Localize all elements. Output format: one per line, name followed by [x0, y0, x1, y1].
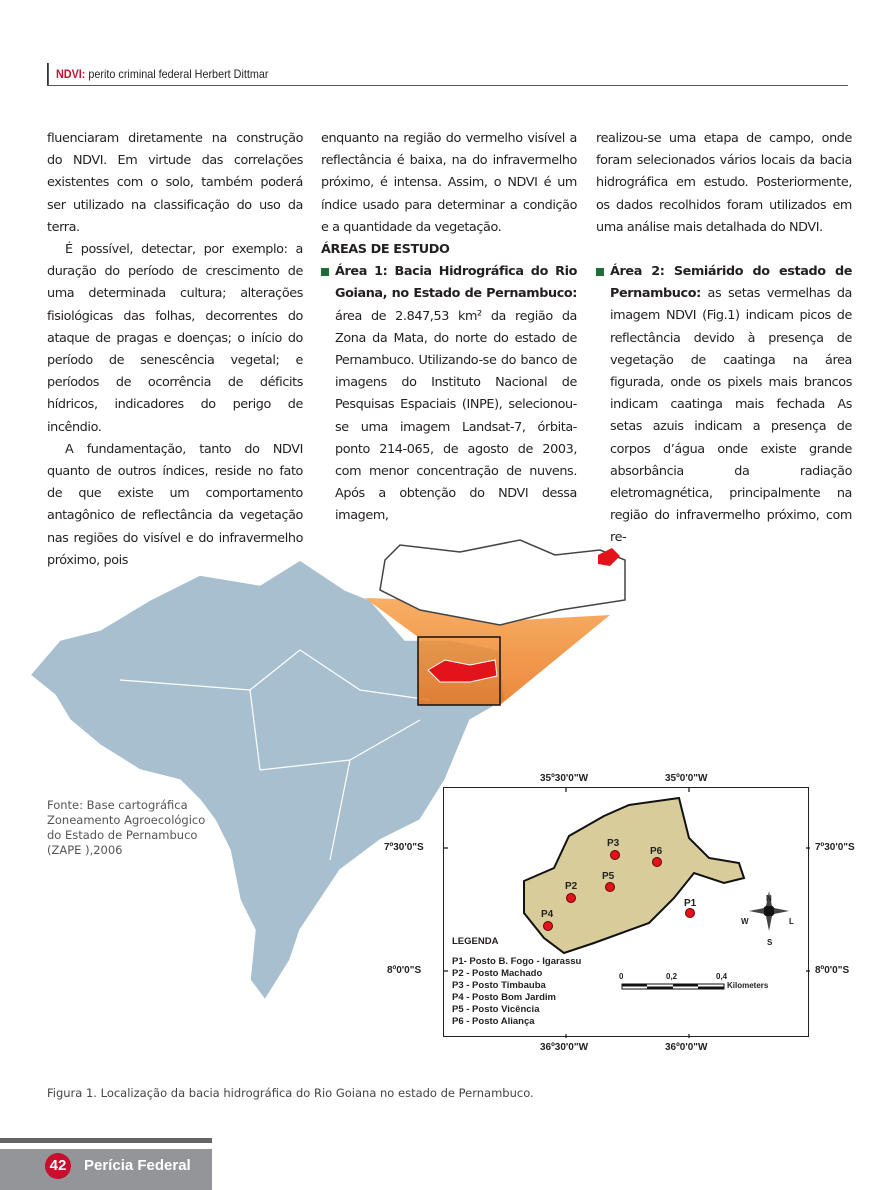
- source-line: do Estado de Pernambuco: [47, 828, 198, 842]
- area-1-item: [321, 261, 577, 527]
- paragraph: É possível, detectar, por exemplo: a duração do período de crescimento de uma determinada cultura; alterações fisiológicas das folhas, decorrentes do ataque de pragas e doenças; o início do período de senescência vegetal; e períodos de ocorrência de déficits hídricos, indicadores do perigo de incêndio.: [47, 242, 303, 435]
- compass-e: L: [789, 917, 794, 926]
- figure-caption: Figura 1. Localização da bacia hidrográfica do Rio Goiana no estado de Pernambuco.: [47, 1086, 534, 1100]
- area-2-title: Área 2: Semiárido do estado de Pernambuco:: [610, 264, 852, 302]
- running-header: [47, 63, 268, 85]
- scale-unit: Kilometers: [727, 981, 769, 990]
- legend-item: P4 - Posto Bom Jardim: [452, 992, 556, 1003]
- area-2-text: as setas vermelhas da imagem NDVI (Fig.1) indicam picos de reflectância devido à presença de vegetação de caatinga na área figurada, onde os pixels mais brancos indicam caatinga mais fechada As setas azuis indicam a presença de corpos d’água onde existe grande absorbância da radiação eletromagnética, principalmente na região do infravermelho próximo, com re-: [610, 286, 853, 546]
- tick-label: 36º0'0"W: [665, 1042, 708, 1053]
- scale-bar: [622, 984, 724, 989]
- scale-label: 0,4: [716, 972, 728, 981]
- legend-item: P6 - Posto Aliança: [452, 1016, 535, 1027]
- paragraph: realizou-se uma etapa de campo, onde foram selecionados vários locais da bacia hidrográfica em estudo. Posteriormente, os dados recolhidos foram utilizados em uma análise mais detalhada do NDVI.: [596, 131, 852, 235]
- scale-label: 0: [619, 972, 624, 981]
- source-line: (ZAPE ),2006: [47, 843, 123, 857]
- compass-w: W: [741, 917, 749, 926]
- column-3: [596, 128, 852, 550]
- column-2: [321, 128, 577, 528]
- header-section: NDVI:: [56, 67, 86, 81]
- point-label: P6: [650, 846, 663, 857]
- tick-label: 7º30'0"S: [815, 842, 855, 853]
- legend-title: LEGENDA: [452, 936, 499, 947]
- point-label: P4: [541, 909, 554, 920]
- paragraph: fluenciaram diretamente na construção do NDVI. Em virtude das correlações existentes com o solo, também poderá ser utilizado na classificação do uso da terra.: [47, 131, 303, 235]
- map-source: [47, 798, 205, 858]
- legend-item: P1- Posto B. Fogo - Igarassu: [452, 956, 582, 967]
- area-1-title: Área 1: Bacia Hidrográfica do Rio Goiana, no Estado de Pernambuco:: [335, 264, 577, 302]
- footer-rule: [0, 1138, 212, 1143]
- tick-label: 8º0'0"S: [387, 965, 422, 976]
- study-area-map: [443, 787, 809, 1037]
- area-1-text: área de 2.847,53 km² da região da Zona da Mata, do norte do estado de Pernambuco. Utilizando-se do banco de imagens do Instituto Nacional de Pesquisas Espaciais (INPE), selecionou-se uma imagem Landsat-7, órbita-ponto 214-065, de agosto de 2003, com menor concentração de nuvens. Após a obtenção do NDVI dessa imagem,: [335, 308, 577, 524]
- legend-item: P5 - Posto Vicência: [452, 1004, 540, 1015]
- page-number: 42: [45, 1153, 71, 1179]
- tick-label: 36º30'0"W: [540, 1042, 589, 1053]
- compass-s: S: [767, 938, 773, 947]
- source-line: Zoneamento Agroecológico: [47, 813, 206, 827]
- source-line: Fonte: Base cartográfica: [47, 798, 188, 812]
- legend-item: P3 - Posto Timbauba: [452, 980, 546, 991]
- legend-item: P2 - Posto Machado: [452, 968, 543, 979]
- point-label: P1: [684, 898, 697, 909]
- header-author: perito criminal federal Herbert Dittmar: [88, 67, 269, 81]
- tick-label: 7º30'0"S: [384, 842, 424, 853]
- point-label: P5: [602, 871, 615, 882]
- paragraph: A fundamentação, tanto do NDVI quanto de outros índices, reside no fato de que existe um comportamento antagônico de reflectância da vegetação nas regiões do visível e do infravermelho próximo, pois: [47, 441, 303, 568]
- point-label: P2: [565, 881, 578, 892]
- scale-label: 0,2: [666, 972, 678, 981]
- tick-label: 8º0'0"S: [815, 965, 850, 976]
- tick-label: 35º30'0"W: [540, 773, 589, 784]
- area-2-item: [596, 261, 852, 550]
- publication-name: Perícia Federal: [84, 1157, 191, 1174]
- compass-n: N: [766, 894, 772, 903]
- header-rule: [47, 85, 848, 86]
- section-heading: ÁREAS DE ESTUDO: [321, 242, 450, 258]
- map-legend: [452, 936, 581, 1028]
- tick-label: 35º0'0"W: [665, 773, 708, 784]
- column-1: [47, 128, 303, 572]
- point-label: P3: [607, 838, 620, 849]
- paragraph: enquanto na região do vermelho visível a reflectância é baixa, na do infravermelho próximo, é intensa. Assim, o NDVI é um índice usado para determinar a condição e a quantidade da vegetação.: [321, 131, 577, 235]
